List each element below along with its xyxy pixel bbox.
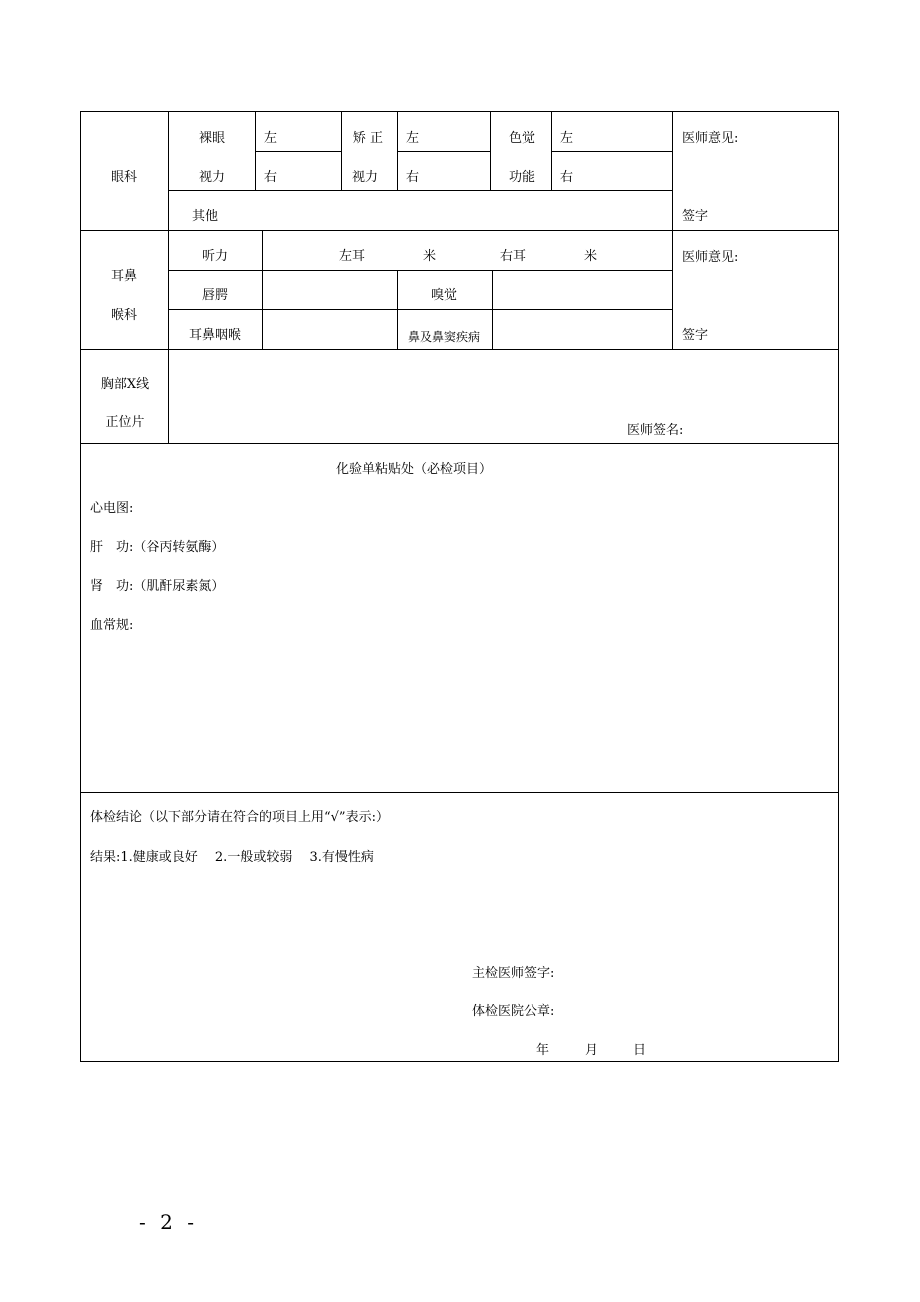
eye-line <box>551 112 552 190</box>
left-ear-label: 左耳 <box>339 249 366 264</box>
eye-line <box>490 112 491 190</box>
corrected-vision-label: 视力 <box>351 170 379 185</box>
left-eye-corrected-label: 左 <box>406 131 420 146</box>
ent-doctor-sign: 签字 <box>682 328 709 343</box>
right-ear-unit: 米 <box>584 249 598 264</box>
liver-function-label: 肝 功:（谷丙转氨酶） <box>90 540 225 555</box>
blood-routine-label: 血常规: <box>90 618 134 633</box>
left-eye-naked-label: 左 <box>264 131 278 146</box>
right-eye-corrected-label: 右 <box>406 170 420 185</box>
chest-xray-label: 正位片 <box>105 415 145 430</box>
hearing-label: 听力 <box>201 249 229 264</box>
lip-palate-label: 唇腭 <box>201 288 229 303</box>
nasal-sinus-disease-label: 鼻及鼻窦疾病 <box>407 330 481 344</box>
eye-line <box>255 151 341 152</box>
ent-throat-label: 耳鼻咽喉 <box>188 328 242 343</box>
naked-vision-label: 视力 <box>198 170 226 185</box>
hospital-seal-label: 体检医院公章: <box>472 1004 555 1019</box>
eye-doctor-opinion: 医师意见: <box>682 131 739 146</box>
eye-line <box>551 151 672 152</box>
page-number: - 2 - <box>139 1210 198 1234</box>
right-eye-naked-label: 右 <box>264 170 278 185</box>
divider-eye-ent <box>81 230 838 231</box>
eye-line <box>341 112 342 190</box>
eye-line <box>397 151 490 152</box>
color-vision-label: 功能 <box>508 170 536 185</box>
smell-label: 嗅觉 <box>430 288 458 303</box>
eye-section-label: 眼科 <box>110 170 138 185</box>
chest-xray-label: 胸部X线 <box>100 377 150 392</box>
ent-section-label: 喉科 <box>110 308 138 323</box>
ent-line <box>492 270 493 349</box>
eye-doctor-sign: 签字 <box>682 209 709 224</box>
date-month-label: 月 <box>585 1043 599 1058</box>
opinion-column-divider <box>672 112 673 349</box>
divider-xray-lab <box>81 443 838 444</box>
physical-exam-form <box>80 111 839 1062</box>
ent-line <box>262 230 263 349</box>
conclusion-intro: 体检结论（以下部分请在符合的项目上用“√”表示:） <box>90 810 389 825</box>
divider-ent-xray <box>81 349 838 350</box>
ent-section-label: 耳鼻 <box>110 269 138 284</box>
corrected-vision-label: 矫 正 <box>352 131 384 146</box>
eye-line <box>397 112 398 190</box>
left-ear-unit: 米 <box>423 249 437 264</box>
eye-line <box>168 190 672 191</box>
xray-doctor-sign: 医师签名: <box>627 423 684 438</box>
ent-line <box>168 309 672 310</box>
left-eye-color-label: 左 <box>560 131 574 146</box>
naked-vision-label: 裸眼 <box>198 131 226 146</box>
right-ear-label: 右耳 <box>500 249 527 264</box>
lab-sheet-title: 化验单粘贴处（必检项目） <box>335 462 493 477</box>
date-day-label: 日 <box>633 1043 647 1058</box>
divider-lab-conclusion <box>81 792 838 793</box>
ecg-label: 心电图: <box>90 501 134 516</box>
chief-doctor-sign-label: 主检医师签字: <box>472 966 555 981</box>
ent-line <box>168 270 672 271</box>
ent-doctor-opinion: 医师意见: <box>682 250 739 265</box>
label-column-divider <box>168 112 169 443</box>
eye-other-label: 其他 <box>192 209 219 224</box>
color-vision-label: 色觉 <box>508 131 536 146</box>
right-eye-color-label: 右 <box>560 170 574 185</box>
date-year-label: 年 <box>536 1043 550 1058</box>
conclusion-result-options: 结果:1.健康或良好 2.一般或较弱 3.有慢性病 <box>90 850 374 865</box>
ent-line <box>397 270 398 349</box>
eye-line <box>255 112 256 190</box>
kidney-function-label: 肾 功:（肌酐尿素氮） <box>90 579 225 594</box>
